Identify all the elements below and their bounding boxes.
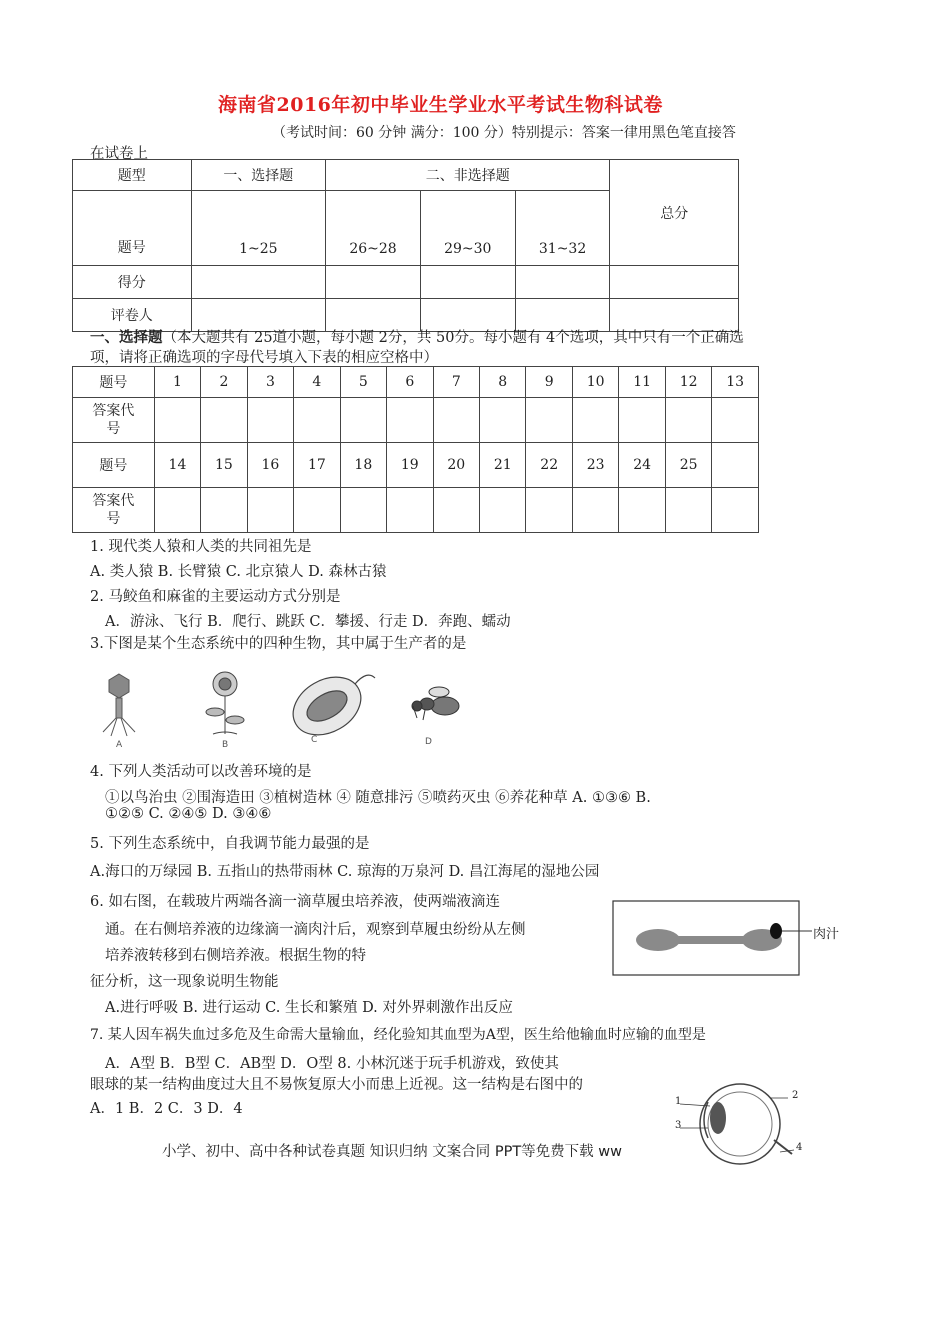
question-6-line2: 通。在右侧培养液的边缘滴一滴肉汁后，观察到草履虫纷纷从左侧: [105, 922, 526, 938]
question-number-cell: 17: [294, 443, 340, 488]
lens: [710, 1102, 726, 1134]
score-cell[interactable]: [420, 266, 515, 299]
question-number-cell: 11: [619, 367, 665, 398]
answer-cell[interactable]: [665, 398, 711, 443]
bee-figure: [412, 687, 459, 720]
eye-label-1: 1: [675, 1096, 682, 1107]
question-6-line4: 征分析，这一现象说明生物能: [90, 974, 279, 990]
question-6-line3: 培养液转移到右侧培养液。根据生物的特: [105, 948, 366, 964]
answer-label-line2: 号: [106, 511, 121, 527]
eye-label-4: 4: [796, 1142, 803, 1153]
nonchoice-header: 二、非选择题: [326, 160, 610, 191]
answer-table-answer-label: [73, 488, 155, 533]
answer-cell[interactable]: [247, 488, 293, 533]
question-number-cell: 22: [526, 443, 572, 488]
answer-table: [72, 366, 759, 533]
question-number-cell: 2: [201, 367, 247, 398]
answer-cell[interactable]: [433, 488, 479, 533]
question-8-line2: 眼球的某一结构曲度过大且不易恢复原大小而患上近视。这一结构是右图中的: [90, 1077, 583, 1093]
question-number-cell: 12: [665, 367, 711, 398]
answer-label-line1: 答案代: [92, 493, 135, 509]
question-4-line1: ①以鸟治虫 ②围海造田 ③植树造林 ④ 随意排污 ⑤喷药灭虫 ⑥养花种草 A. ①③⑥ B.: [105, 790, 651, 806]
eye-label-3: 3: [675, 1120, 682, 1131]
question-3: 3.下图是某个生态系统中的四种生物，其中属于生产者的是: [90, 636, 467, 652]
figure-label-d: D: [425, 737, 432, 747]
answer-table-number-label: 题号: [73, 367, 155, 398]
question-number-cell: [712, 443, 759, 488]
answer-cell[interactable]: [665, 488, 711, 533]
score-cell[interactable]: [326, 266, 421, 299]
answer-cell[interactable]: [154, 398, 200, 443]
answer-cell[interactable]: [340, 398, 386, 443]
question-number-cell: 18: [340, 443, 386, 488]
question-number-cell: 8: [480, 367, 526, 398]
question-8-options: A．1 B．2 C．3 D．4: [90, 1101, 243, 1117]
question-number-cell: 9: [526, 367, 572, 398]
total-header: 总分: [610, 160, 739, 266]
answer-cell[interactable]: [294, 398, 340, 443]
exam-subtitle: （考试时间：60 分钟 满分：100 分）特别提示：答案一律用黑色笔直接答: [272, 125, 736, 141]
number-range-1: 1~25: [191, 191, 326, 266]
score-row-label: 得分: [73, 266, 192, 299]
left-droplet: [636, 929, 680, 951]
answer-cell[interactable]: [387, 488, 433, 533]
question-number-cell: 20: [433, 443, 479, 488]
answer-cell[interactable]: [340, 488, 386, 533]
question-number-cell: 4: [294, 367, 340, 398]
question-6-options: A.进行呼吸 B. 进行运动 C. 生长和繁殖 D. 对外界刺激作出反应: [105, 1000, 513, 1016]
question-number-cell: 24: [619, 443, 665, 488]
question-number-cell: 1: [154, 367, 200, 398]
score-table: [72, 159, 739, 332]
section1-heading: 一、选择题: [90, 329, 163, 346]
question-number-cell: 21: [480, 443, 526, 488]
sunflower-figure: [206, 672, 244, 734]
question-number-cell: 6: [387, 367, 433, 398]
answer-label-line1: 答案代: [92, 403, 135, 419]
score-cell[interactable]: [191, 266, 326, 299]
answer-cell[interactable]: [480, 398, 526, 443]
answer-cell[interactable]: [433, 398, 479, 443]
section1-header: [90, 326, 744, 347]
number-range-2: 26~28: [326, 191, 421, 266]
number-range-3: 29~30: [420, 191, 515, 266]
answer-cell[interactable]: [526, 488, 572, 533]
figure-label-b: B: [222, 740, 229, 750]
answer-cell[interactable]: [619, 488, 665, 533]
answer-cell[interactable]: [712, 398, 759, 443]
section1-desc-cont: 项，请将正确选项的字母代号填入下表的相应空格中）: [90, 350, 438, 366]
virus-figure: [103, 674, 135, 736]
answer-cell[interactable]: [154, 488, 200, 533]
question-4: 4. 下列人类活动可以改善环境的是: [90, 764, 312, 780]
answer-cell[interactable]: [201, 488, 247, 533]
answer-cell[interactable]: [480, 488, 526, 533]
answer-label-line2: 号: [106, 421, 121, 437]
answer-cell[interactable]: [619, 398, 665, 443]
answer-cell[interactable]: [294, 488, 340, 533]
liquid-bridge: [678, 936, 746, 944]
exam-subtitle-cont: 在试卷上: [90, 146, 148, 162]
question-number-cell: 3: [247, 367, 293, 398]
score-cell[interactable]: [610, 266, 739, 299]
question-number-cell: 14: [154, 443, 200, 488]
eye-label-2: 2: [792, 1090, 799, 1101]
question-5-options: A.海口的万绿园 B. 五指山的热带雨林 C. 琼海的万泉河 D. 昌江海尾的湿地公园: [90, 864, 600, 880]
question-number-cell: 23: [572, 443, 618, 488]
answer-cell[interactable]: [712, 488, 759, 533]
number-row-label: 题号: [73, 191, 192, 266]
answer-table-answer-label: [73, 398, 155, 443]
choice-header: 一、选择题: [191, 160, 326, 191]
eye-figure: [670, 1080, 810, 1170]
question-4-line2: ①②⑤ C. ②④⑤ D. ③④⑥: [105, 806, 272, 822]
question-number-cell: 5: [340, 367, 386, 398]
answer-table-number-label: 题号: [73, 443, 155, 488]
grader-row-label: 评卷人: [73, 299, 192, 332]
question-1: 1. 现代类人猿和人类的共同祖先是: [90, 539, 312, 555]
question-number-cell: 16: [247, 443, 293, 488]
answer-cell[interactable]: [526, 398, 572, 443]
answer-cell[interactable]: [387, 398, 433, 443]
organism-figures: [95, 666, 495, 750]
answer-cell[interactable]: [572, 488, 618, 533]
question-7: 7. 某人因车祸失血过多危及生命需大量输血，经化验知其血型为A型，医生给他输血时应输的血型是: [90, 1027, 706, 1043]
bacterium-figure: [283, 666, 375, 747]
answer-cell[interactable]: [572, 398, 618, 443]
exam-title: 海南省2016年初中毕业生学业水平考试生物科试卷: [218, 94, 663, 116]
answer-cell[interactable]: [201, 398, 247, 443]
figure-label-a: A: [116, 740, 123, 750]
question-number-cell: 10: [572, 367, 618, 398]
number-range-4: 31~32: [515, 191, 610, 266]
question-1-options: A. 类人猿 B. 长臂猿 C. 北京猿人 D. 森林古猿: [90, 564, 387, 580]
footer-text: 小学、初中、高中各种试卷真题 知识归纳 文案合同 PPT等免费下载 ww: [162, 1144, 622, 1160]
question-number-cell: 19: [387, 443, 433, 488]
question-number-cell: 15: [201, 443, 247, 488]
broth-label: 肉汁: [813, 927, 840, 942]
question-2: 2. 马鲛鱼和麻雀的主要运动方式分别是: [90, 589, 341, 605]
figure-label-c: C: [311, 735, 318, 745]
question-number-cell: 25: [665, 443, 711, 488]
score-cell[interactable]: [515, 266, 610, 299]
question-7-options: A．A型 B．B型 C．AB型 D．O型 8. 小林沉迷于玩手机游戏，致使其: [105, 1056, 559, 1072]
question-6-line1: 6. 如右图，在载玻片两端各滴一滴草履虫培养液，使两端液滴连: [90, 894, 500, 910]
question-number-cell: 7: [433, 367, 479, 398]
question-5: 5. 下列生态系统中，自我调节能力最强的是: [90, 836, 370, 852]
type-header: 题型: [73, 160, 192, 191]
broth-drop: [770, 923, 782, 939]
answer-cell[interactable]: [247, 398, 293, 443]
section1-desc: （本大题共有 25道小题，每小题 2分，共 50分。每小题有 4个选项，其中只有一个正确选: [162, 330, 744, 346]
question-2-options: A．游泳、飞行 B．爬行、跳跃 C．攀援、行走 D．奔跑、蠕动: [105, 614, 511, 630]
question-number-cell: 13: [712, 367, 759, 398]
